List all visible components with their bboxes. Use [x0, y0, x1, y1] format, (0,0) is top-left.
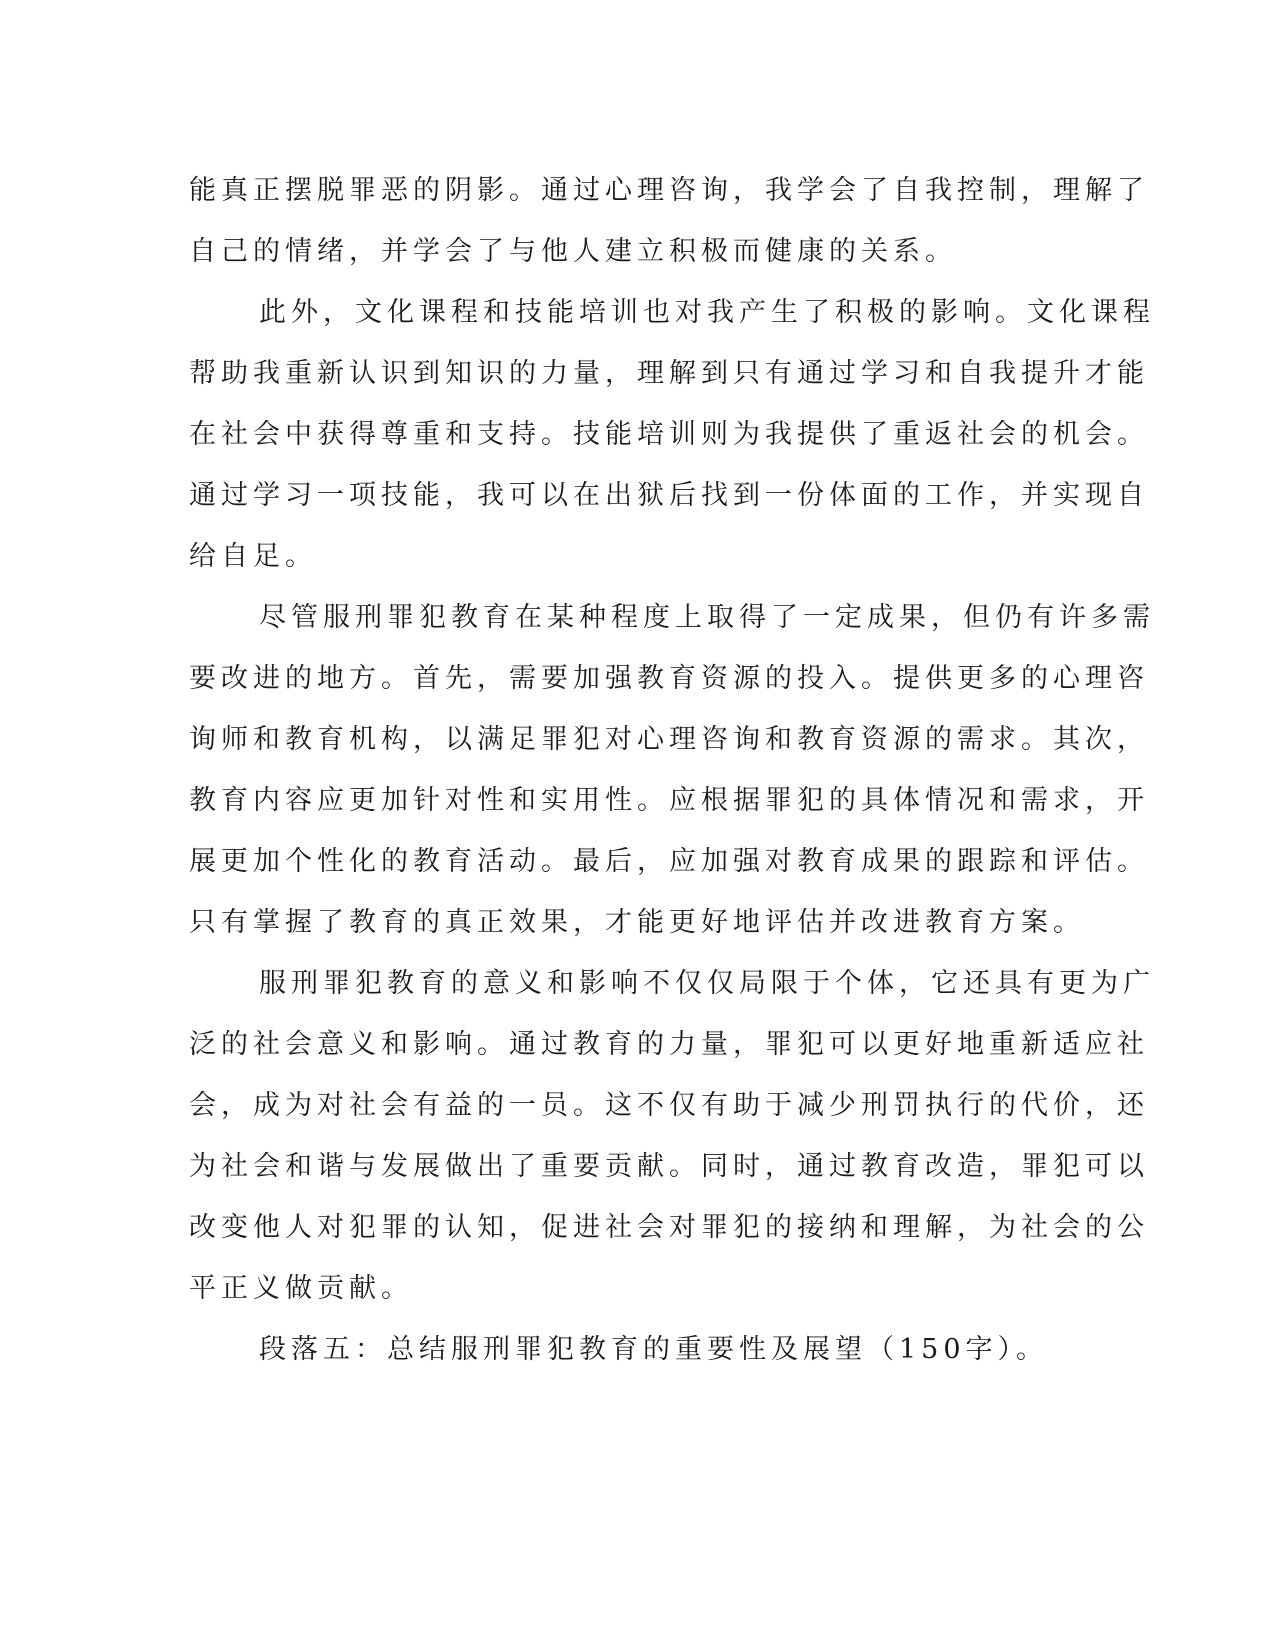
text-line: 只有掌握了教育的真正效果，才能更好地评估并改进教育方案。 [189, 907, 1085, 938]
section-heading: 段落五：总结服刑罪犯教育的重要性及展望（150字）。 [259, 1334, 1049, 1365]
text-line: 改变他人对犯罪的认知，促进社会对罪犯的接纳和理解，为社会的公 [189, 1212, 1149, 1243]
text-line: 在社会中获得尊重和支持。技能培训则为我提供了重返社会的机会。 [189, 419, 1149, 450]
text-line: 泛的社会意义和影响。通过教育的力量，罪犯可以更好地重新适应社 [189, 1029, 1149, 1060]
body-text [189, 160, 1155, 1380]
text-line: 帮助我重新认识到知识的力量，理解到只有通过学习和自我提升才能 [189, 358, 1149, 389]
text-line: 通过学习一项技能，我可以在出狱后找到一份体面的工作，并实现自 [189, 480, 1149, 511]
text-line: 展更加个性化的教育活动。最后，应加强对教育成果的跟踪和评估。 [189, 846, 1149, 877]
text-line: 要改进的地方。首先，需要加强教育资源的投入。提供更多的心理咨 [189, 663, 1149, 694]
text-line: 此外，文化课程和技能培训也对我产生了积极的影响。文化课程 [259, 297, 1155, 328]
text-line: 能真正摆脱罪恶的阴影。通过心理咨询，我学会了自我控制，理解了 [189, 175, 1149, 206]
text-line: 为社会和谐与发展做出了重要贡献。同时，通过教育改造，罪犯可以 [189, 1151, 1149, 1182]
text-line: 教育内容应更加针对性和实用性。应根据罪犯的具体情况和需求，开 [189, 785, 1149, 816]
text-line: 平正义做贡献。 [189, 1273, 413, 1304]
text-line: 给自足。 [189, 541, 317, 572]
text-line: 会，成为对社会有益的一员。这不仅有助于减少刑罚执行的代价，还 [189, 1090, 1149, 1121]
text-line: 询师和教育机构，以满足罪犯对心理咨询和教育资源的需求。其次， [189, 724, 1149, 755]
text-line: 自己的情绪，并学会了与他人建立积极而健康的关系。 [189, 236, 957, 267]
text-line: 服刑罪犯教育的意义和影响不仅仅局限于个体，它还具有更为广 [259, 968, 1155, 999]
text-line: 尽管服刑罪犯教育在某种程度上取得了一定成果，但仍有许多需 [259, 602, 1155, 633]
